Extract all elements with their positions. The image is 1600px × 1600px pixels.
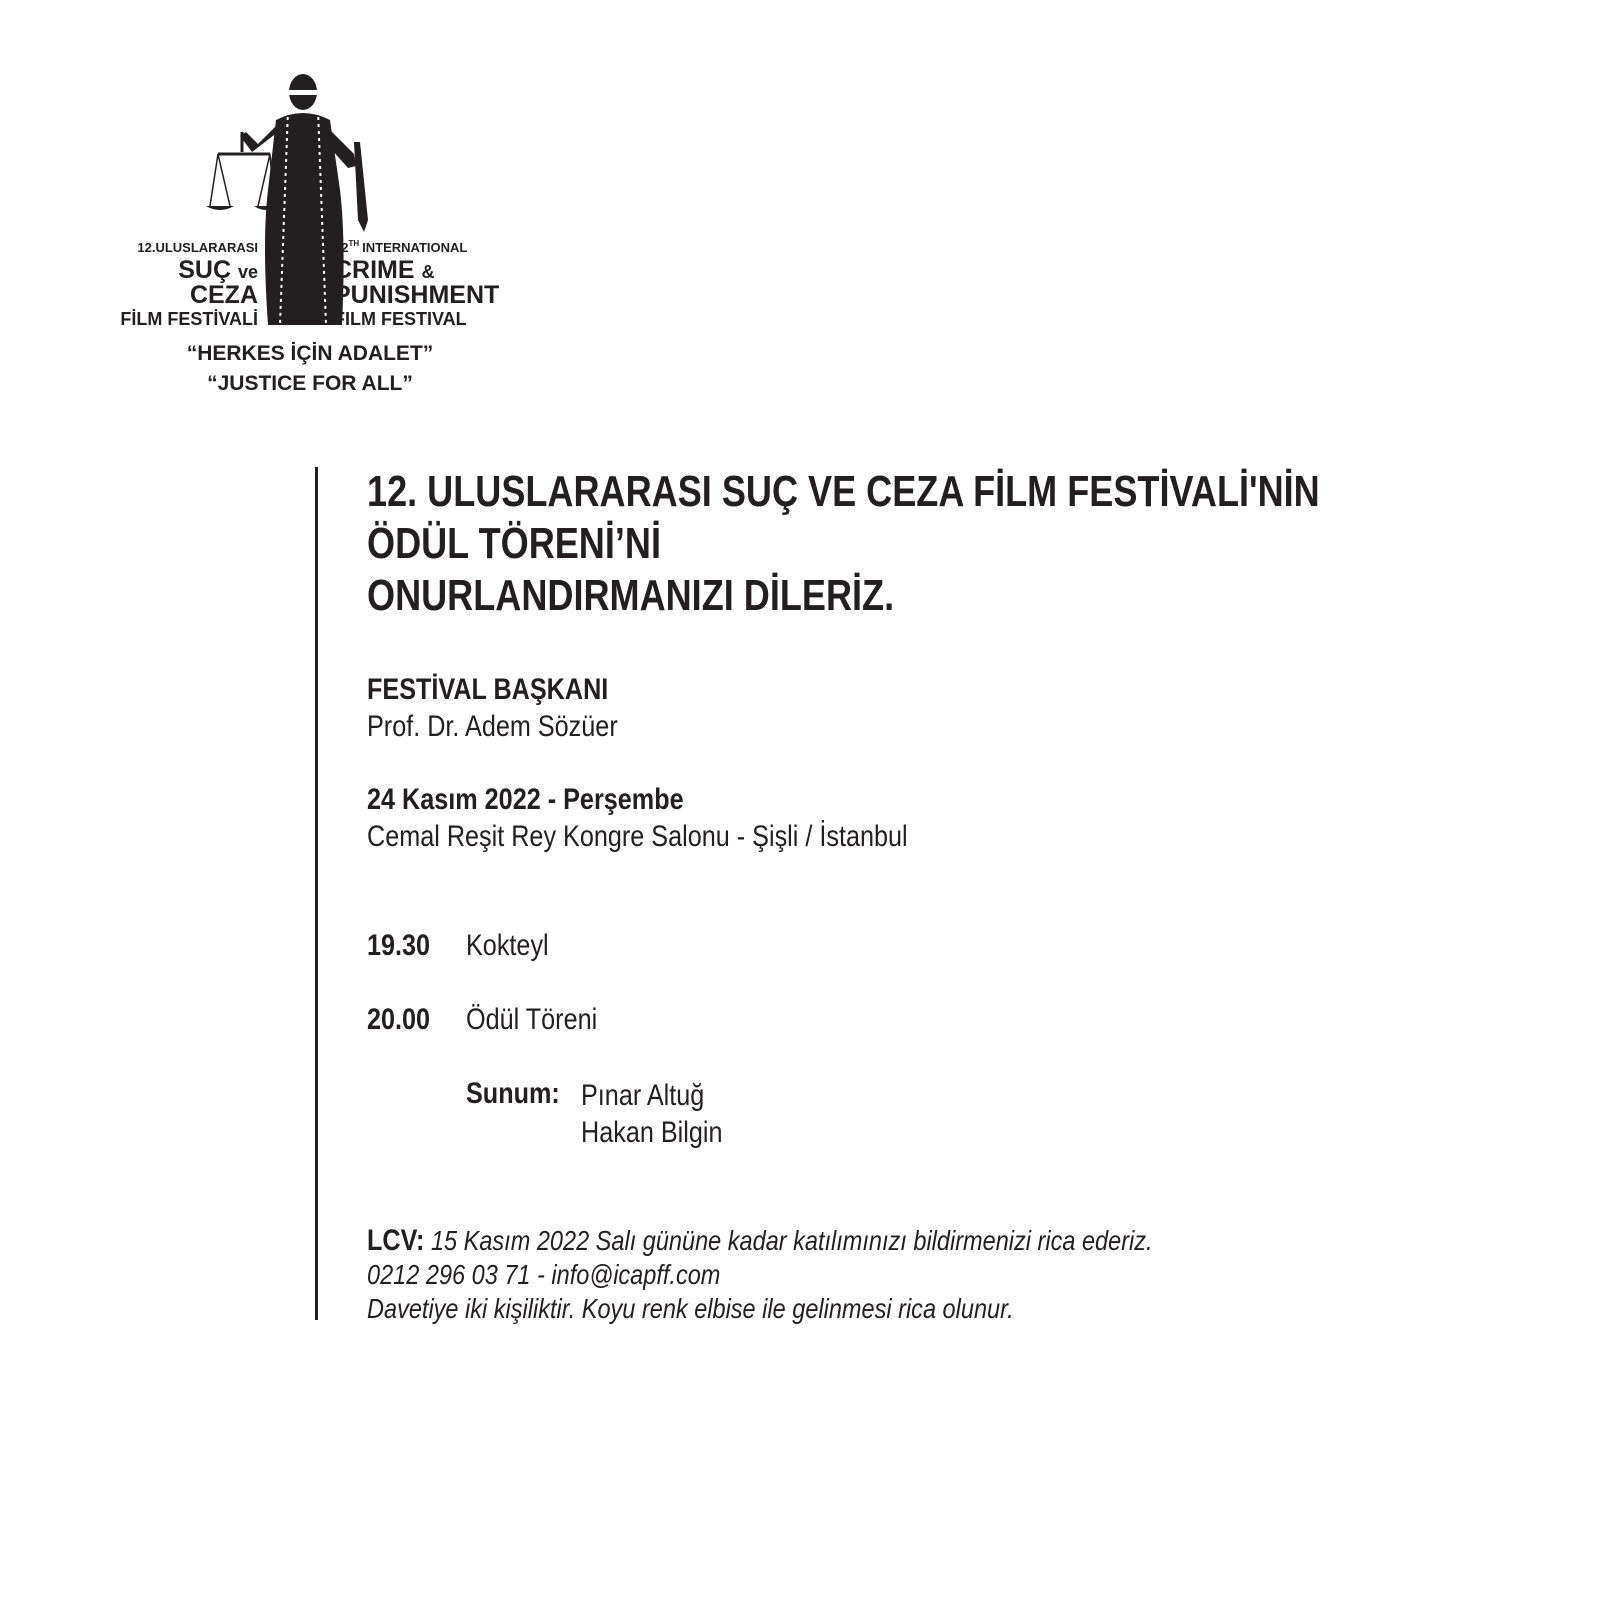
program-label-1: Kokteyl: [466, 929, 549, 962]
rsvp-info: [367, 1224, 1153, 1326]
festival-president: [367, 671, 618, 745]
title-line-1: 12. ULUSLARARASI SUÇ VE CEZA FİLM FESTİVALİ'NİN: [367, 467, 1320, 516]
logo-left-line1: 12.ULUSLARARASI: [137, 240, 258, 255]
invitation-title: [367, 466, 1320, 622]
logo-right-line4: FILM FESTIVAL: [334, 309, 467, 329]
title-line-3: ONURLANDIRMANIZI DİLERİZ.: [367, 571, 895, 620]
logo-right-line2: CRIME &: [334, 256, 435, 284]
event-date: 24 Kasım 2022 - Perşembe: [367, 783, 684, 816]
logo-slogan-en: “JUSTICE FOR ALL”: [207, 372, 413, 395]
president-heading: FESTİVAL BAŞKANI: [367, 673, 609, 706]
vertical-divider: [315, 467, 318, 1320]
logo-slogan-tr: “HERKES İÇİN ADALET”: [186, 342, 434, 365]
president-name: Prof. Dr. Adem Sözüer: [367, 710, 618, 743]
program-time-2: 20.00: [367, 1003, 431, 1036]
event-venue: Cemal Reşit Rey Kongre Salonu - Şişli / İstanbul: [367, 820, 908, 853]
rsvp-label: LCV:: [367, 1224, 425, 1257]
hosts-names: [581, 1077, 722, 1151]
rsvp-note: Davetiye iki kişiliktir. Koyu renk elbise ile gelinmesi rica olunur.: [367, 1293, 1014, 1324]
logo-left-line4: FİLM FESTİVALİ: [120, 309, 258, 329]
rsvp-contact: 0212 296 03 71 - info@icapff.com: [367, 1259, 721, 1290]
logo-left-line2: SUÇ ve: [178, 256, 258, 284]
title-line-2: ÖDÜL TÖRENİ’Nİ: [367, 519, 661, 568]
host-name-1: Pınar Altuğ: [581, 1079, 705, 1112]
rsvp-deadline: 15 Kasım 2022 Salı gününe kadar katılımınızı bildirmenizi rica ederiz.: [424, 1225, 1153, 1256]
hosts-label: Sunum:: [466, 1077, 560, 1110]
logo-right-line3: PUNISHMENT: [334, 281, 500, 309]
festival-logo: [118, 70, 508, 405]
event-info: [367, 781, 908, 855]
host-name-2: Hakan Bilgin: [581, 1116, 723, 1149]
logo-left-line3: CEZA: [189, 281, 258, 309]
program-label-2: Ödül Töreni: [466, 1003, 598, 1036]
program-time-1: 19.30: [367, 929, 431, 962]
logo-right-line1: 12TH INTERNATIONAL: [334, 239, 468, 255]
